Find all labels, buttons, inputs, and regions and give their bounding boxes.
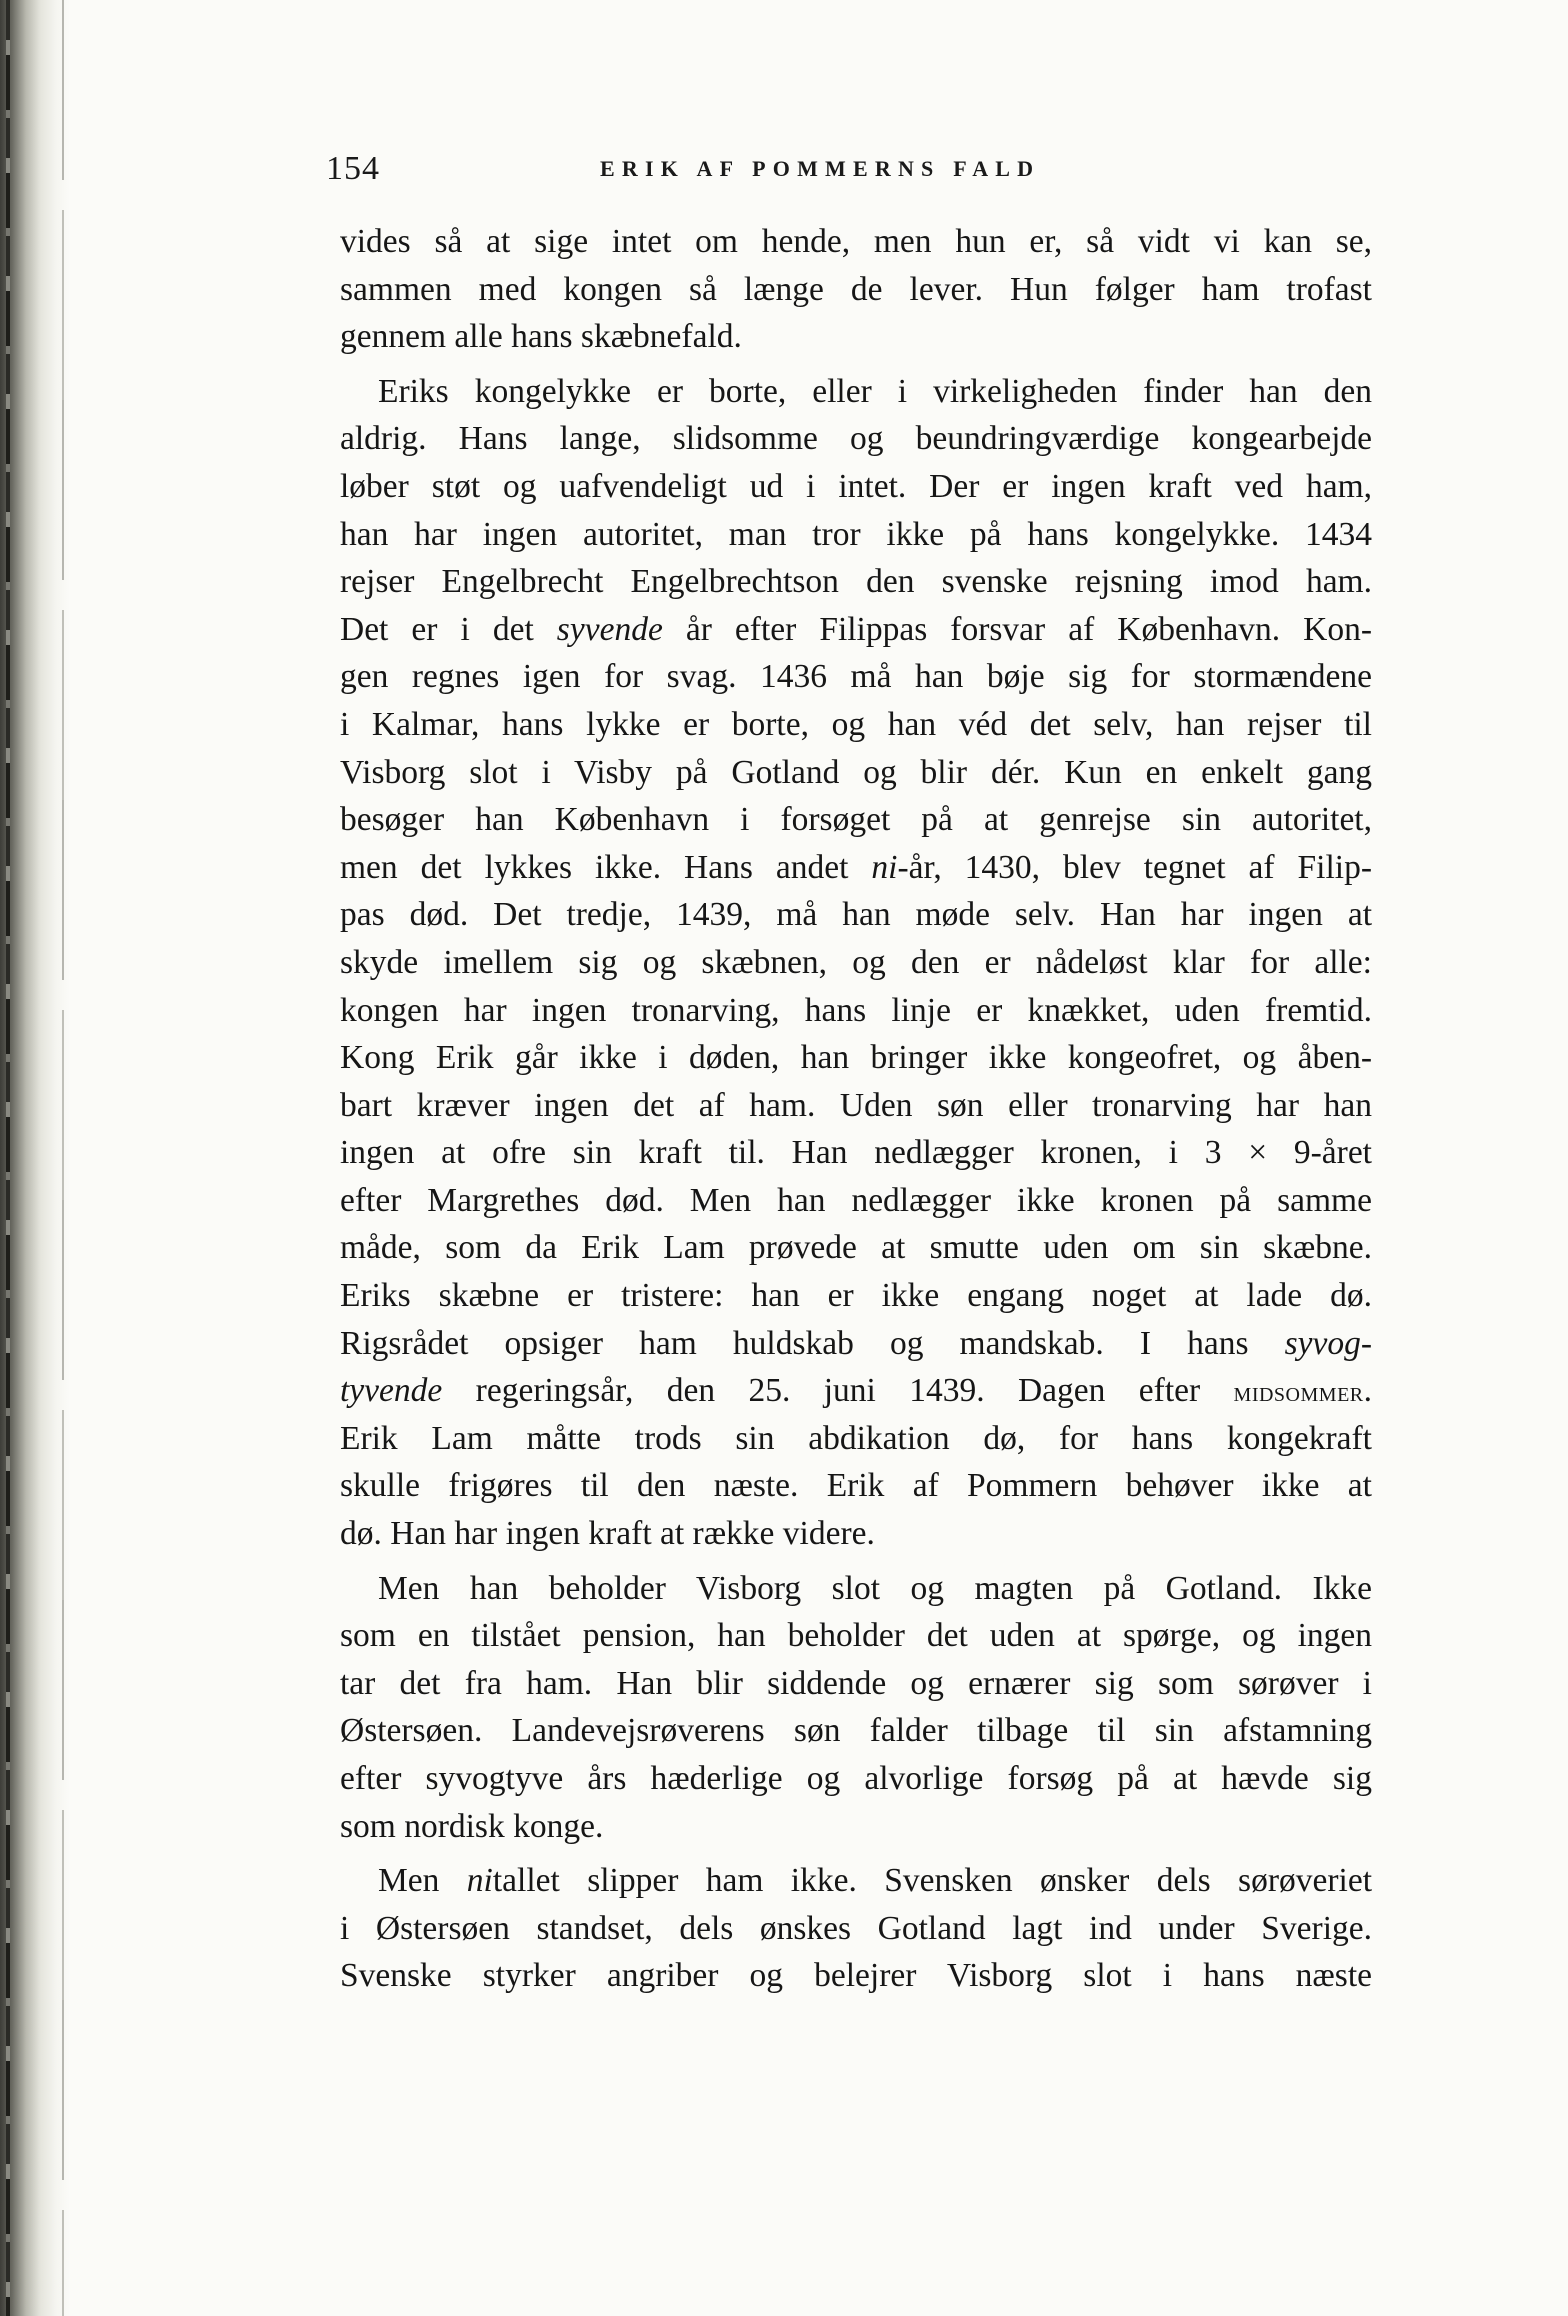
book-spine-shadow (0, 0, 70, 2316)
text-run: år efter Filippas forsvar af København. Kon- (662, 610, 1372, 648)
text-line: rejser Engelbrecht Engelbrechtson den svenske rejsning imod ham. (340, 563, 1372, 601)
text-line: løber støt og uafvendeligt ud i intet. Der er ingen kraft ved ham, (340, 467, 1372, 505)
text-run: . (1363, 1372, 1372, 1410)
text-line: ingen at ofre sin kraft til. Han nedlægger kronen, i 3 × 9-året (340, 1134, 1372, 1172)
text-line: i Kalmar, hans lykke er borte, og han véd det selv, han rejser til (340, 705, 1372, 743)
text-line (340, 1320, 1372, 1368)
italic-word: syvende (556, 610, 663, 648)
text-run: -år, 1430, blev tegnet af Filip- (897, 848, 1373, 886)
text-line: skyde imellem sig og skæbnen, og den er nådeløst klar for alle: (340, 943, 1372, 981)
paragraph-2 (340, 368, 1372, 1558)
paragraph-3 (340, 1565, 1372, 1851)
text-line (340, 1367, 1372, 1415)
text-line: Østersøen. Landevejsrøverens søn falder tilbage til sin afstamning (340, 1712, 1372, 1750)
text-run: Men (378, 1862, 467, 1900)
text-line: dø. Han har ingen kraft at række videre. (340, 1515, 875, 1553)
paragraph-1 (340, 218, 1372, 361)
page-number: 154 (326, 150, 380, 187)
text-line: han har ingen autoritet, man tror ikke på hans kongelykke. 1434 (340, 515, 1372, 553)
text-line: vides så at sige intet om hende, men hun er, så vidt vi kan se, (340, 223, 1372, 260)
text-line: aldrig. Hans lange, slidsomme og beundringværdige kongearbejde (340, 420, 1372, 458)
text-line: Kong Erik går ikke i døden, han bringer ikke kongeofret, og åben- (340, 1039, 1372, 1077)
text-line: måde, som da Erik Lam prøvede at smutte uden om sin skæbne. (340, 1229, 1372, 1267)
text-run: tallet slipper ham ikke. Svensken ønsker dels sørøveriet (492, 1862, 1373, 1900)
text-line: efter syvogtyve års hæderlige og alvorlige forsøg på at hævde sig (340, 1760, 1372, 1797)
small-caps-word: midsommer (1233, 1377, 1364, 1409)
text-line: Visborg slot i Visby på Gotland og blir dér. Kun en enkelt gang (340, 753, 1372, 791)
text-line: tar det fra ham. Han blir siddende og ernærer sig som sørøver i (340, 1664, 1372, 1702)
text-line: Eriks skæbne er tristere: han er ikke engang noget at lade dø. (340, 1277, 1372, 1315)
paragraph-4 (340, 1857, 1372, 2000)
text-run: Det er i det (340, 610, 557, 648)
text-line: Svenske styrker angriber og belejrer Visborg slot i hans næste (340, 1957, 1372, 1995)
text-line: Eriks kongelykke er borte, eller i virkeligheden finder han den (378, 372, 1372, 410)
text-line (340, 606, 1372, 654)
text-line: kongen har ingen tronarving, hans linje er knækket, uden fremtid. (340, 991, 1372, 1029)
italic-word: ni (466, 1862, 493, 1900)
running-title: ERIK AF POMMERNS FALD (600, 156, 1041, 181)
text-line: i Østersøen standset, dels ønskes Gotland lagt ind under Sverige. (340, 1909, 1372, 1947)
text-line: bart kræver ingen det af ham. Uden søn eller tronarving har han (340, 1086, 1372, 1124)
text-line: som en tilstået pension, han beholder det uden at spørge, og ingen (340, 1617, 1372, 1655)
text-line: gen regnes igen for svag. 1436 må han bøje sig for stormændene (340, 658, 1372, 696)
text-run: regeringsår, den 25. juni 1439. Dagen efter (442, 1372, 1234, 1410)
page-header (320, 150, 1388, 200)
text-line (340, 1857, 1372, 1905)
text-run: Rigsrådet opsiger ham huldskab og mandskab. I hans (340, 1324, 1285, 1362)
text-line: skulle frigøres til den næste. Erik af Pommern behøver ikke at (340, 1467, 1372, 1505)
text-line: som nordisk konge. (340, 1807, 604, 1845)
italic-word: syvog- (1284, 1324, 1372, 1362)
text-line (340, 844, 1372, 892)
italic-word: tyvende (340, 1372, 443, 1410)
italic-word: ni (871, 848, 898, 886)
text-line: Erik Lam måtte trods sin abdikation dø, for hans kongekraft (340, 1419, 1372, 1457)
text-line: efter Margrethes død. Men han nedlægger ikke kronen på samme (340, 1181, 1372, 1219)
text-line: gennem alle hans skæbnefald. (340, 318, 742, 356)
body-text (340, 218, 1372, 2000)
text-line: besøger han København i forsøget på at genrejse sin autoritet, (340, 801, 1372, 839)
text-run: men det lykkes ikke. Hans andet (340, 848, 872, 886)
text-line: Men han beholder Visborg slot og magten på Gotland. Ikke (378, 1569, 1372, 1607)
text-line: sammen med kongen så længe de lever. Hun følger ham trofast (340, 270, 1372, 308)
text-line: pas død. Det tredje, 1439, må han møde selv. Han har ingen at (340, 896, 1372, 934)
